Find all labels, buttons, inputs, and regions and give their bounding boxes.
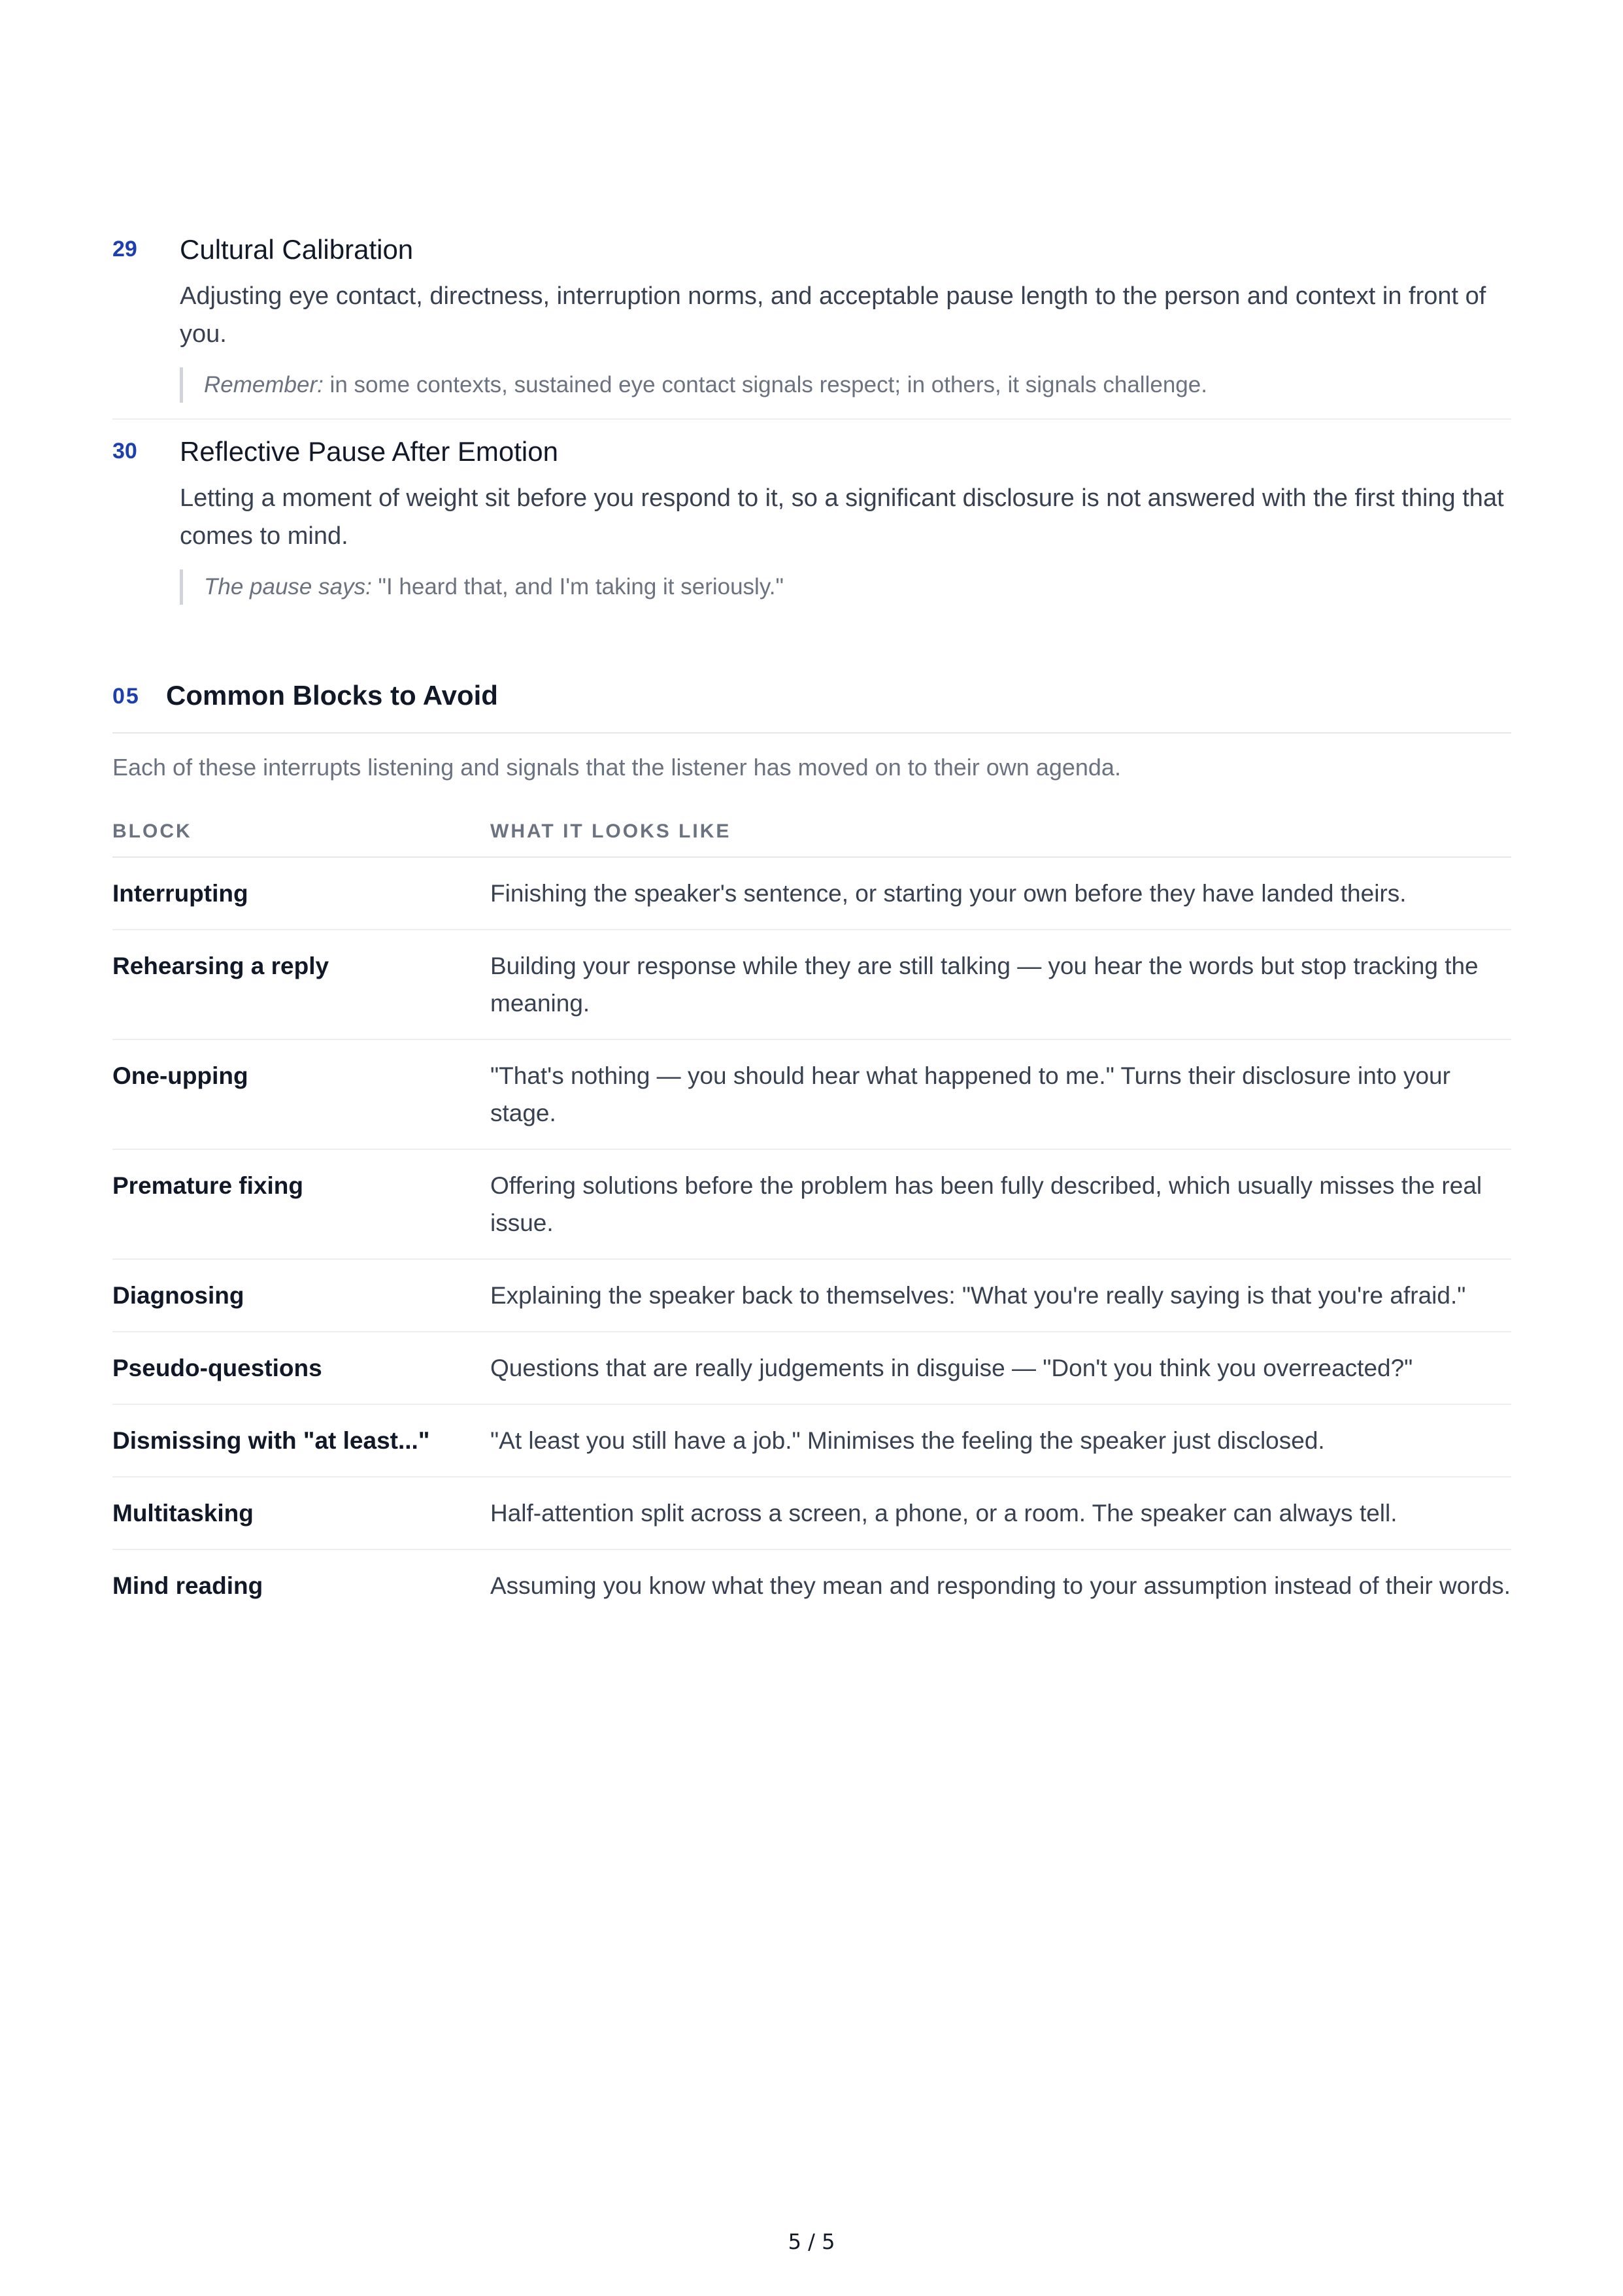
list-item — [112, 234, 1511, 404]
table-row — [112, 1039, 1511, 1149]
table-row — [112, 1477, 1511, 1549]
table-row — [112, 1404, 1511, 1477]
item-title: Reflective Pause After Emotion — [180, 436, 558, 467]
quote-text: "I heard that, and I'm taking it seriously." — [371, 574, 784, 599]
divider — [112, 418, 1511, 420]
table-row — [112, 1332, 1511, 1404]
column-header-block: BLOCK — [112, 811, 490, 857]
item-description: Letting a moment of weight sit before you respond to it, so a significant disclosure is not answered with the first thing that comes to mind. — [180, 484, 1504, 550]
table-header-row — [112, 811, 1511, 857]
block-name: Diagnosing — [112, 1259, 490, 1332]
block-name: Rehearsing a reply — [112, 930, 490, 1039]
section-header — [112, 677, 1511, 734]
column-header-looks-like: WHAT IT LOOKS LIKE — [490, 811, 1511, 857]
quote-text: in some contexts, sustained eye contact signals respect; in others, it signals challenge. — [323, 372, 1207, 397]
page-number: 5 / 5 — [788, 2229, 835, 2254]
block-name: Interrupting — [112, 857, 490, 930]
table-row — [112, 930, 1511, 1039]
list-item — [112, 436, 1511, 606]
section-number: 05 — [112, 684, 140, 709]
block-description: Offering solutions before the problem has been fully described, which usually misses the real issue. — [490, 1149, 1511, 1259]
item-number: 30 — [112, 439, 137, 464]
block-description: Building your response while they are still talking — you hear the words but stop tracking the meaning. — [490, 930, 1511, 1039]
table-row — [112, 1549, 1511, 1621]
item-number: 29 — [112, 237, 137, 262]
block-description: "That's nothing — you should hear what happened to me." Turns their disclosure into your stage. — [490, 1039, 1511, 1149]
block-description: Half-attention split across a screen, a phone, or a room. The speaker can always tell. — [490, 1477, 1511, 1549]
block-name: Premature fixing — [112, 1149, 490, 1259]
quote-label: Remember: — [204, 372, 324, 397]
block-description: "At least you still have a job." Minimises the feeling the speaker just disclosed. — [490, 1404, 1511, 1477]
block-description: Questions that are really judgements in disguise — "Don't you think you overreacted?" — [490, 1332, 1511, 1404]
block-name: Dismissing with "at least..." — [112, 1404, 490, 1477]
item-quote — [180, 569, 1511, 605]
block-name: Mind reading — [112, 1572, 263, 1599]
item-description: Adjusting eye contact, directness, interruption norms, and acceptable pause length to the person and context in front of you. — [180, 282, 1486, 348]
section-title: Common Blocks to Avoid — [166, 680, 498, 711]
block-description: Assuming you know what they mean and responding to your assumption instead of their words. — [490, 1572, 1511, 1599]
table-row — [112, 1259, 1511, 1332]
blocks-table — [112, 811, 1511, 1621]
block-name: Pseudo-questions — [112, 1332, 490, 1404]
table-row — [112, 1149, 1511, 1259]
item-title: Cultural Calibration — [180, 234, 414, 265]
item-quote — [180, 367, 1511, 403]
block-name: One-upping — [112, 1039, 490, 1149]
block-name: Multitasking — [112, 1477, 490, 1549]
block-description: Explaining the speaker back to themselves: "What you're really saying is that you're afraid." — [490, 1259, 1511, 1332]
document-page — [112, 0, 1511, 2296]
section-intro: Each of these interrupts listening and signals that the listener has moved on to their own agenda. — [112, 754, 1121, 781]
block-description: Finishing the speaker's sentence, or starting your own before they have landed theirs. — [490, 857, 1511, 930]
quote-label: The pause says: — [204, 574, 372, 599]
table-row — [112, 857, 1511, 930]
